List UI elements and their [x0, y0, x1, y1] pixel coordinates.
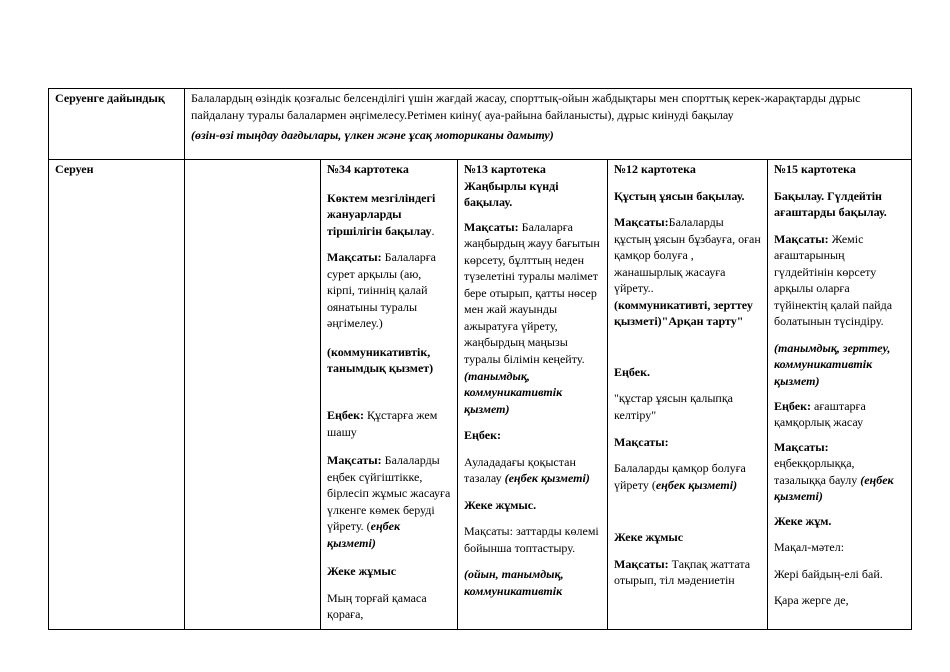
activity-text: (коммуникативті, зерттеу қызметі)"Арқан тарту" [614, 297, 753, 329]
card-title-end: . [431, 223, 435, 238]
preparation-note: (өзін-өзі тыңдау дағдылары, үлкен және ұсақ моториканы дамыту) [191, 128, 554, 143]
goal-label: Мақсаты: [327, 250, 382, 265]
work-text: Құстарға жем шашу [327, 408, 438, 439]
walk-card-13 [458, 161, 607, 629]
work-label: Еңбек: [464, 428, 501, 443]
work-text: "құстар ұясын қалыпқа келтіру" [614, 391, 733, 423]
card-title: Бақылау. Гүлдейтін ағаштарды бақылау. [774, 188, 887, 220]
preparation-text: Балалардың өзіндік қозғалыс белсенділігі үшін жағдай жасау, спорттық-ойын жабдықтары мен спорттық керек-жарақтарды дұрыс пайдалану туралы балалармен әңгімелесу.Ретімен киіну( ауа-райына байланысты), дұрыс киінуді бақылау [191, 91, 861, 122]
individual-work-label: Жеке жұм. [774, 513, 832, 528]
goal-label: Мақсаты: [614, 215, 669, 230]
row-label-walk [49, 161, 184, 178]
individual-work-text: Мың торғай қамаса қораға, [327, 590, 427, 622]
row-label-preparation [49, 90, 184, 107]
goal2-text: Балаларды қамқор болуға үйрету ( [614, 461, 746, 492]
plan-table [48, 88, 912, 630]
activity-text: (танымдық, зерттеу, коммуникативтік қызмет) [774, 340, 891, 389]
goal2-activity: еңбек қызметі) [327, 519, 401, 550]
work-activity: (еңбек қызметі) [504, 471, 590, 486]
goal2-text: Балаларды еңбек сүйгіштікке, бірлесіп жұмыс жасауға үлкенге көмек беруді үйрету. ( [327, 453, 451, 534]
work-label: Еңбек: [327, 408, 364, 423]
goal-activity: (танымдық, коммуникативтік қызмет) [464, 368, 563, 416]
goal3-label: Мақсаты: [614, 556, 669, 571]
individual-work-label: Жеке жұмыс. [464, 497, 537, 512]
work-label: Еңбек: [774, 398, 811, 413]
card-title: Көктем мезгіліндегі жануарларды тіршілігін бақылау [327, 190, 436, 238]
preparation-content [185, 90, 913, 144]
goal-label: Мақсаты: [774, 231, 829, 246]
activity-text: (коммуникативтік, танымдық қызмет) [327, 344, 434, 376]
column-divider [184, 89, 185, 629]
goal-text: Балаларға сурет арқылы (аю, кірпі, тиіннің қалай оянатыны туралы әңгімелеу.) [327, 250, 436, 331]
work-text: Аулададағы қоқыстан тазалау [464, 454, 576, 486]
card-number: №12 картотека [614, 162, 696, 176]
goal2-label: Мақсаты: [614, 434, 669, 449]
card-number: №15 картотека [774, 162, 856, 176]
proverb-line: Қара жерге де, [774, 593, 849, 608]
goal2-activity: еңбек қызметі) [655, 477, 738, 492]
goal2-activity: (еңбек қызметі) [774, 472, 894, 504]
goal-label: Мақсаты: [464, 219, 519, 234]
row-label-text: Серуен [55, 162, 94, 176]
individual-work-label: Жеке жұмыс [327, 564, 397, 579]
card-title: Құстың ұясын бақылау. [614, 188, 745, 203]
work-text: ағаштарға қамқорлық жасау [774, 398, 866, 430]
row-divider [49, 159, 911, 160]
walk-card-15 [768, 161, 912, 629]
proverb-label: Мақал-мәтел: [774, 540, 845, 555]
walk-card-34 [321, 161, 457, 629]
card-number: №34 картотека [327, 162, 409, 176]
goal-text: Жеміс ағаштарының гүлдейтінін көрсету арқылы оларға түйінектің қалай пайда болатынын түсіндіру. [774, 231, 893, 329]
goal2-label: Мақсаты: [327, 453, 382, 468]
goal-text: Балаларға жаңбырдың жауу бағытын көрсету, бұлттың неден түзелетіні туралы мәлімет бере отырып, қатты нөсер мен жай жауынды ажыратуға үйрету, жаңбырдың маңызы туралы білімін кеңейту. [464, 219, 600, 367]
goal3-text: Тақпақ жаттата отырып, тіл мәдениетін [614, 556, 751, 588]
individual-work-text: Мақсаты: заттарды көлемі бойынша топтастыру. [464, 524, 599, 555]
card-number: №13 картотека [464, 162, 546, 176]
goal2-text: еңбекқорлыққа, тазалыққа баулу [774, 456, 861, 487]
card-title: Жаңбырлы күнді бақылау. [464, 178, 559, 210]
individual-work-label: Жеке жұмыс [614, 530, 684, 545]
individual-work-activity: (ойын, танымдық, коммуникативтік [464, 567, 564, 599]
goal-text: Балаларды құстың ұясын бұзбауға, оған қамқор болуға , жанашырлық жасауға үйрету.. [614, 215, 761, 296]
goal2-label: Мақсаты: [774, 439, 829, 454]
row-label-text: Серуенге дайындық [55, 91, 165, 105]
proverb-line: Жері байдың-елі бай. [774, 566, 883, 581]
work-label: Еңбек. [614, 364, 650, 379]
walk-card-12 [608, 161, 767, 629]
